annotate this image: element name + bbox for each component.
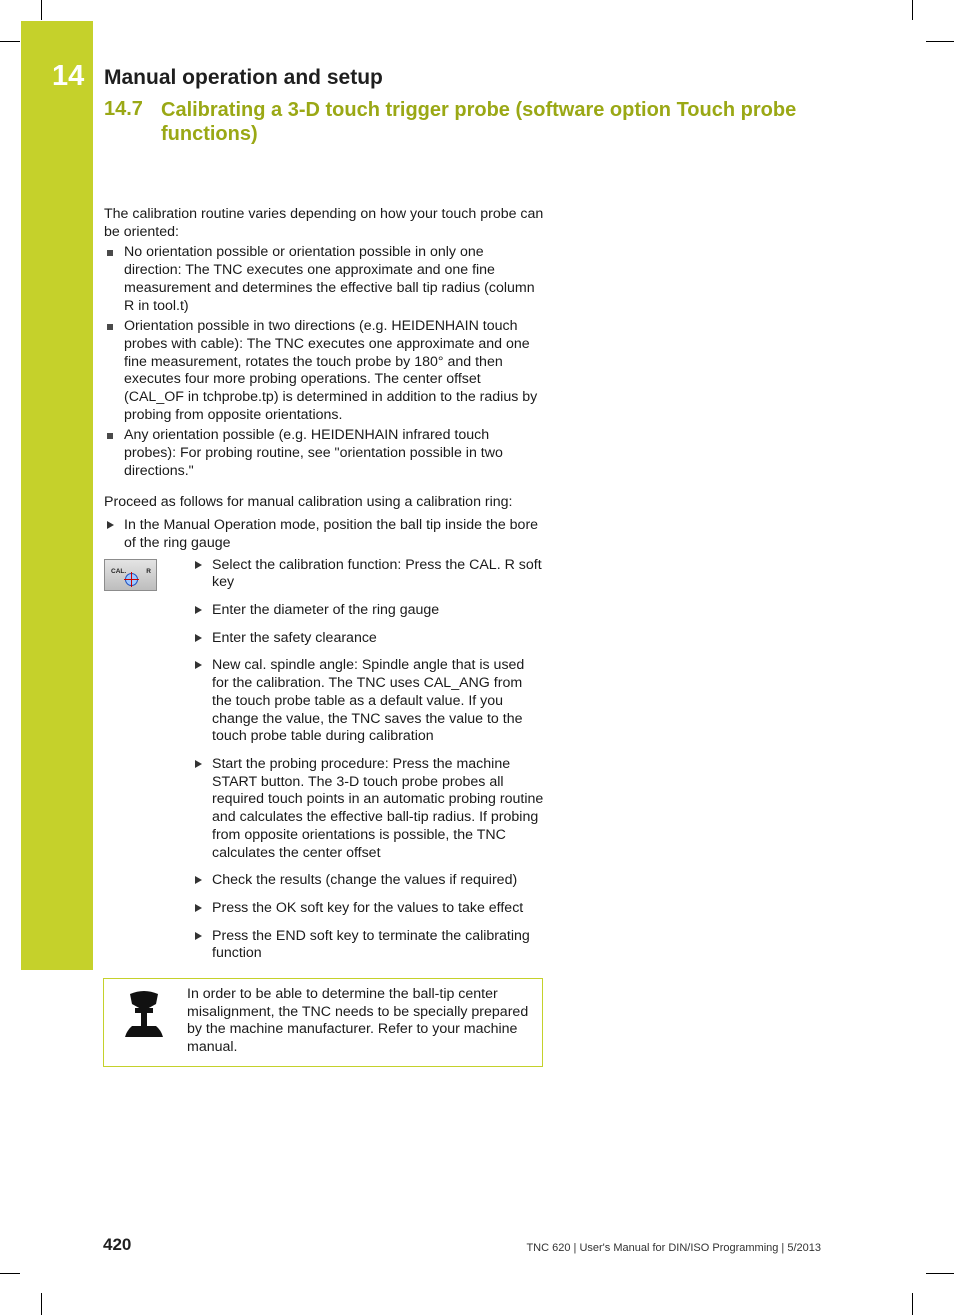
arrow-right-icon: [195, 760, 202, 768]
main-content: [104, 206, 544, 973]
arrow-right-icon: [195, 634, 202, 642]
arrow-right-icon: [107, 521, 114, 529]
step-text: Select the calibration function: Press the CAL. R soft key: [212, 556, 542, 591]
arrow-right-icon: [195, 876, 202, 884]
list-item-text: Orientation possible in two directions (e.g. HEIDENHAIN touch probes with cable): The TNC executes one approximate and one fine measurement, rotates the touch probe by 180° and then executes four more probing operations. The center offset (CAL_OF in tchprobe.tp) is determined in addition to the radius by probing from opposite orientations.: [124, 318, 538, 423]
manufacturer-note: [103, 978, 543, 1067]
step-item: [192, 756, 544, 862]
step-item: [192, 657, 544, 746]
arrow-right-icon: [195, 561, 202, 569]
crop-mark: [0, 41, 20, 42]
crop-mark: [0, 1273, 20, 1274]
step-item: [192, 928, 544, 963]
chapter-number: 14: [52, 60, 85, 92]
chapter-side-band: [21, 21, 93, 970]
step-text: Start the probing procedure: Press the machine START button. The 3-D touch probe probes all required touch points in an automatic probing routine and calculates the effective ball-tip radius. If probing from opposite orientations is possible, the TNC calculates the center offset: [212, 755, 544, 861]
page-number: 420: [103, 1235, 132, 1254]
machine-spindle-icon: [123, 990, 165, 1044]
bullet-square-icon: [107, 324, 113, 330]
procedure-intro: Proceed as follows for manual calibration using a calibration ring:: [104, 493, 513, 510]
bullet-square-icon: [107, 433, 113, 439]
step-text: Check the results (change the values if required): [212, 872, 518, 889]
step-item: [192, 630, 544, 648]
arrow-right-icon: [195, 932, 202, 940]
orientation-list: [104, 244, 544, 480]
step-item: [192, 872, 544, 890]
crosshair-target-icon: [124, 572, 139, 587]
step-text: Press the END soft key to terminate the calibrating function: [212, 927, 530, 962]
step-item: [192, 602, 544, 620]
chapter-title: Manual operation and setup: [104, 66, 383, 89]
bullet-square-icon: [107, 250, 113, 256]
arrow-right-icon: [195, 606, 202, 614]
crop-mark: [41, 0, 42, 20]
list-item-text: Any orientation possible (e.g. HEIDENHAIN infrared touch probes): For probing routine, see "orientation possible in two directions.": [124, 427, 503, 479]
section-number: 14.7: [104, 98, 143, 120]
procedure-steps: [104, 517, 544, 552]
step-item: [192, 900, 544, 918]
list-item: [104, 244, 544, 315]
list-item: [104, 427, 544, 480]
crop-mark: [41, 1293, 42, 1315]
step-item: [104, 517, 544, 552]
crop-mark: [912, 1293, 913, 1315]
crop-mark: [912, 0, 913, 20]
crop-mark: [926, 1273, 954, 1274]
step-text: In the Manual Operation mode, position the ball tip inside the bore of the ring gauge: [124, 517, 539, 551]
step-item: [192, 557, 544, 592]
softkey-step-block: [104, 557, 544, 963]
note-text: In order to be able to determine the ball-tip center misalignment, the TNC needs to be specially prepared by the machine manufacturer. Refer to your machine manual.: [187, 986, 529, 1056]
step-text: Enter the diameter of the ring gauge: [212, 602, 440, 619]
list-item-text: No orientation possible or orientation possible in only one direction: The TNC executes one approximate and one fine measurement and determines the effective ball tip radius (column R in tool.t): [124, 244, 535, 314]
arrow-right-icon: [195, 904, 202, 912]
arrow-right-icon: [195, 661, 202, 669]
cal-r-softkey[interactable]: [104, 559, 157, 591]
step-text: Press the OK soft key for the values to take effect: [212, 899, 524, 916]
step-text: New cal. spindle angle: Spindle angle that is used for the calibration. The TNC uses CAL_ANG from the touch probe table as a default value. If you change the value, the TNC saves the value to the touch probe table during calibration: [212, 657, 525, 745]
list-item: [104, 318, 544, 424]
crop-mark: [926, 41, 954, 42]
softkey-label-right: R: [146, 567, 151, 575]
softkey-label-left: CAL.: [111, 567, 127, 575]
intro-paragraph: The calibration routine varies depending on how your touch probe can be oriented:: [104, 206, 544, 240]
calibration-substeps: [104, 557, 544, 963]
footer-text: TNC 620 | User's Manual for DIN/ISO Programming | 5/2013: [526, 1242, 821, 1254]
section-title: Calibrating a 3-D touch trigger probe (software option Touch probe functions): [161, 99, 797, 145]
step-text: Enter the safety clearance: [212, 629, 377, 646]
